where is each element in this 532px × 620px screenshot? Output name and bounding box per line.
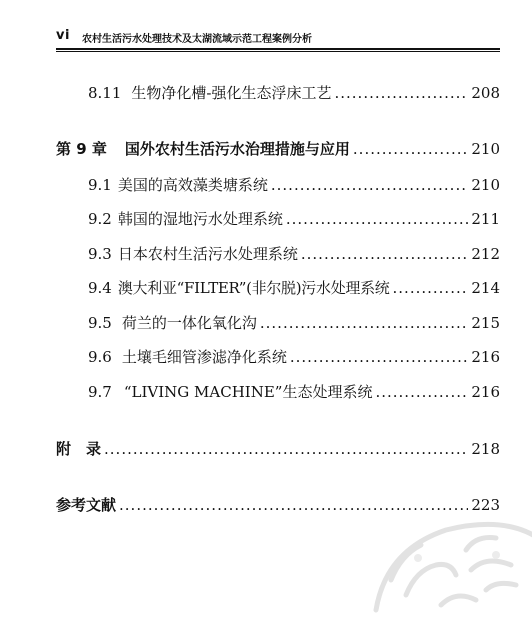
toc-entry-9-1[interactable] (88, 174, 500, 195)
header-rule (56, 48, 500, 50)
header-page-number: vi (56, 28, 70, 43)
toc-dot-leader (286, 210, 468, 228)
toc-entry-page: 210 (471, 140, 500, 158)
toc-dot-leader (260, 314, 468, 332)
running-header (56, 26, 500, 48)
toc-entry-number: 9.3 (88, 245, 112, 263)
toc-dot-leader (375, 383, 468, 401)
toc-dot-leader (104, 440, 468, 458)
toc-entry-9-6[interactable] (88, 346, 500, 367)
toc-entry-title: 荷兰的一体化氧化沟 (121, 314, 257, 332)
toc-entry-title: 生物净化槽-强化生态浮床工艺 (131, 84, 332, 102)
toc-chapter-number: 第 9 章 (56, 140, 107, 158)
toc-appendix[interactable] (56, 438, 500, 459)
toc-dot-leader (290, 348, 468, 366)
toc-entry-page: 212 (471, 245, 500, 263)
toc-entry-page: 211 (471, 210, 500, 228)
toc-dot-leader (119, 496, 468, 514)
toc-entry-page: 214 (471, 279, 500, 297)
toc-entry-number: 9.2 (88, 210, 112, 228)
toc-entry-number: 9.4 (88, 279, 112, 297)
toc-entry-9-4[interactable] (88, 277, 500, 298)
toc-entry-number: 9.5 (88, 314, 112, 332)
toc-entry-title: “LIVING MACHINE”生态处理系统 (123, 383, 373, 401)
toc-entry-9-7[interactable] (88, 381, 500, 402)
toc-dot-leader (301, 245, 468, 263)
toc-entry-page: 223 (471, 496, 500, 514)
toc-entry-number: 9.7 (88, 383, 112, 401)
toc-entry-title: 美国的高效藻类塘系统 (117, 176, 268, 194)
toc-entry-9-2[interactable] (88, 208, 500, 229)
toc-entry-page: 208 (471, 84, 500, 102)
toc-chapter-9[interactable] (56, 138, 500, 159)
toc-entry-title: 土壤毛细管渗滤净化系统 (121, 348, 287, 366)
toc-entry-8-11[interactable] (88, 82, 500, 103)
toc-entry-page: 210 (471, 176, 500, 194)
toc-entry-title: 日本农村生活污水处理系统 (117, 245, 298, 263)
toc-entry-9-5[interactable] (88, 312, 500, 333)
toc-entry-page: 215 (471, 314, 500, 332)
toc-chapter-title: 国外农村生活污水治理措施与应用 (124, 140, 350, 158)
seal-watermark (346, 510, 532, 620)
toc-appendix-label: 附 录 (56, 440, 102, 458)
toc-entry-number: 9.6 (88, 348, 112, 366)
toc-dot-leader (334, 84, 468, 102)
toc-dot-leader (393, 279, 469, 297)
toc-entry-page: 216 (471, 383, 500, 401)
toc-references[interactable] (56, 494, 500, 515)
toc-entry-number: 9.1 (88, 176, 112, 194)
toc-dot-leader (353, 140, 468, 158)
toc-entry-title: 韩国的湿地污水处理系统 (117, 210, 283, 228)
header-book-title: 农村生活污水处理技术及太湖流域示范工程案例分析 (82, 34, 312, 45)
toc-entry-9-3[interactable] (88, 243, 500, 264)
toc-entry-page: 218 (471, 440, 500, 458)
toc-entry-number: 8.11 (88, 84, 122, 102)
header-rule-thin (56, 51, 500, 52)
toc-references-label: 参考文献 (56, 496, 117, 514)
toc-entry-title: 澳大利亚“FILTER”(非尔脱)污水处理系统 (117, 279, 390, 297)
toc-entry-page: 216 (471, 348, 500, 366)
toc-dot-leader (271, 176, 468, 194)
